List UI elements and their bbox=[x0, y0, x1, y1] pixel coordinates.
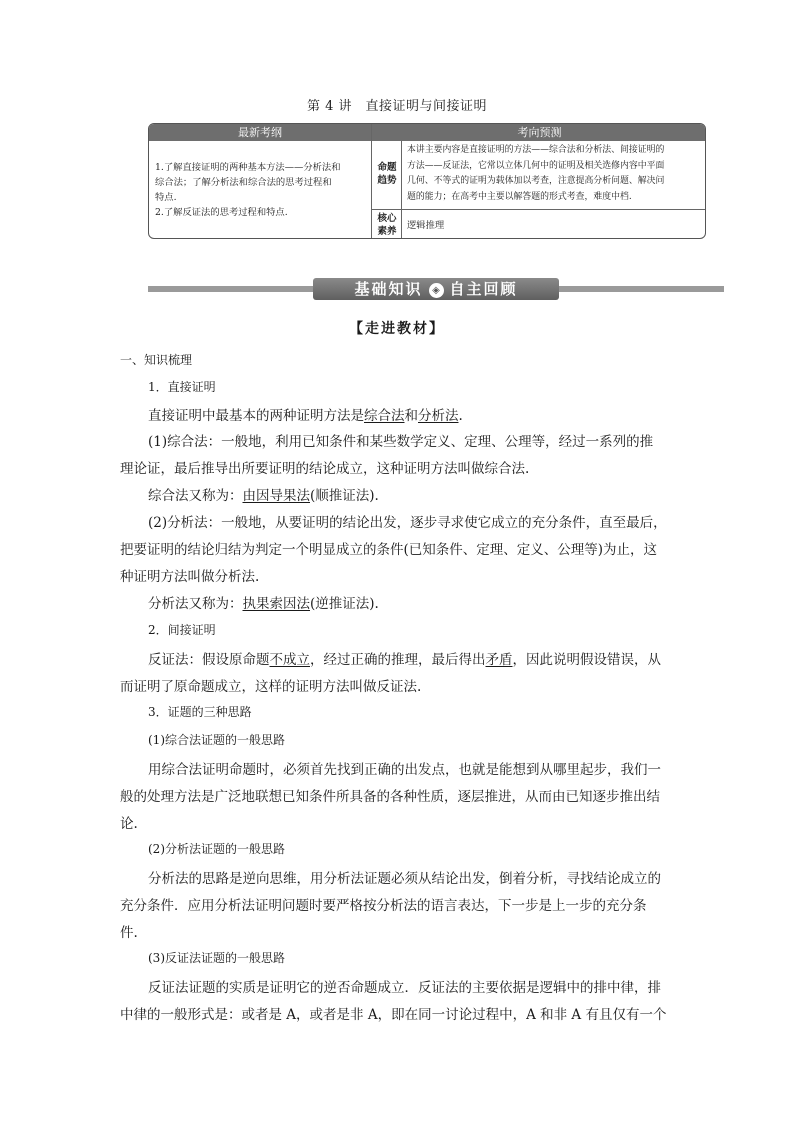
paragraph-line: (2)分析法：一般地，从要证明的结论出发，逐步寻求使它成立的充分条件，直至最后， bbox=[148, 515, 667, 531]
row1-line: 方法——反证法，它常以立体几何中的证明及相关选修内容中平面 bbox=[407, 160, 665, 171]
paragraph-line: 种证明方法叫做分析法. bbox=[120, 569, 260, 585]
paragraph-line: (1)综合法：一般地，利用已知条件和某些数学定义、定理、公理等，经过一系列的推 bbox=[148, 434, 654, 450]
left-line: 2.了解反证法的思考过程和特点. bbox=[155, 207, 288, 218]
right-header: 考向预测 bbox=[372, 124, 706, 141]
paragraph-line: 反证法证题的实质是证明它的逆否命题成立．反证法的主要依据是逻辑中的排中律，排 bbox=[148, 980, 661, 996]
paragraph-line: 用综合法证明命题时，必须首先找到正确的出发点，也就是能想到从哪里起步，我们一 bbox=[148, 762, 661, 778]
column-divider bbox=[371, 124, 372, 239]
heading-direct-proof: 1．直接证明 bbox=[148, 380, 216, 394]
paragraph: 综合法又称为：由因导果法(顺推证法). bbox=[148, 488, 379, 504]
banner-left-text: 基础知识 bbox=[354, 280, 423, 298]
banner-bar-left bbox=[148, 286, 318, 292]
left-content bbox=[155, 160, 369, 220]
row1-label-line: 趋势 bbox=[377, 175, 397, 186]
left-line: 特点. bbox=[155, 192, 177, 203]
paragraph-line: 分析法的思路是逆向思维，用分析法证题必须从结论出发，倒着分析，寻找结论成立的 bbox=[148, 871, 661, 887]
paragraph-line: 中律的一般形式是：或者是 A，或者是非 A，即在同一讨论过程中，A 和非 A 有且仅有一个 bbox=[120, 1007, 667, 1023]
paragraph-line: 件. bbox=[120, 925, 138, 941]
left-header: 最新考纲 bbox=[149, 124, 371, 141]
row1-label bbox=[373, 161, 401, 187]
row1-line: 几何、不等式的证明为载体加以考查，注意提高分析问题、解决问 bbox=[407, 176, 665, 186]
row2-label-line: 核心 bbox=[377, 213, 397, 224]
paragraph-line: 充分条件．应用分析法证明问题时要严格按分析法的语言表达，下一步是上一步的充分条 bbox=[120, 898, 647, 914]
subheading: (3)反证法证题的一般思路 bbox=[148, 951, 285, 965]
banner-right-text: 自主回顾 bbox=[449, 280, 518, 298]
left-line: 1.了解直接证明的两种基本方法——分析法和 bbox=[155, 162, 341, 173]
row1-line: 本讲主要内容是直接证明的方法——综合法和分析法、间接证明的 bbox=[407, 145, 665, 155]
paragraph-line: 把要证明的结论归结为判定一个明显成立的条件(已知条件、定理、定义、公理等)为止，这 bbox=[120, 542, 658, 558]
row1-content bbox=[407, 143, 705, 205]
row1-label-line: 命题 bbox=[377, 162, 397, 173]
paragraph-line: 理论证，最后推导出所要证明的结论成立，这种证明方法叫做综合法. bbox=[120, 461, 530, 477]
banner-bar-right bbox=[554, 286, 724, 292]
paragraph: 直接证明中最基本的两种证明方法是综合法和分析法. bbox=[148, 408, 463, 424]
row2-label-line: 素养 bbox=[377, 226, 397, 237]
paragraph-line: 论. bbox=[120, 816, 138, 832]
banner-emblem-icon: ◈ bbox=[429, 283, 444, 298]
section-heading: 【走进教材】 bbox=[349, 321, 445, 337]
subheading: (1)综合法证题的一般思路 bbox=[148, 733, 285, 747]
row-divider bbox=[372, 209, 706, 210]
left-line: 综合法；了解分析法和综合法的思考过程和 bbox=[155, 177, 332, 188]
row2-label bbox=[373, 212, 401, 238]
banner-label bbox=[313, 278, 559, 300]
row1-line: 题的能力；在高考中主要以解答题的形式考查，难度中档. bbox=[407, 191, 632, 202]
paragraph-line: 般的处理方法是广泛地联想已知条件所具备的各种性质，逐层推进，从而由已知逐步推出结 bbox=[120, 789, 660, 805]
paragraph: 反证法：假设原命题不成立，经过正确的推理，最后得出矛盾，因此说明假设错误，从 bbox=[148, 652, 661, 668]
heading-indirect-proof: 2．间接证明 bbox=[148, 623, 216, 637]
chapter-title: 第 4 讲 直接证明与间接证明 bbox=[306, 99, 488, 114]
paragraph: 分析法又称为：执果索因法(逆推证法). bbox=[148, 596, 379, 612]
label-divider bbox=[401, 141, 402, 239]
row2-content: 逻辑推理 bbox=[407, 220, 445, 231]
info-table bbox=[148, 123, 706, 239]
section-banner bbox=[148, 278, 724, 300]
heading-three-methods: 3．证题的三种思路 bbox=[148, 705, 252, 719]
heading-knowledge: 一、知识梳理 bbox=[120, 353, 193, 367]
paragraph-line: 而证明了原命题成立，这样的证明方法叫做反证法. bbox=[120, 679, 422, 695]
subheading: (2)分析法证题的一般思路 bbox=[148, 842, 285, 856]
